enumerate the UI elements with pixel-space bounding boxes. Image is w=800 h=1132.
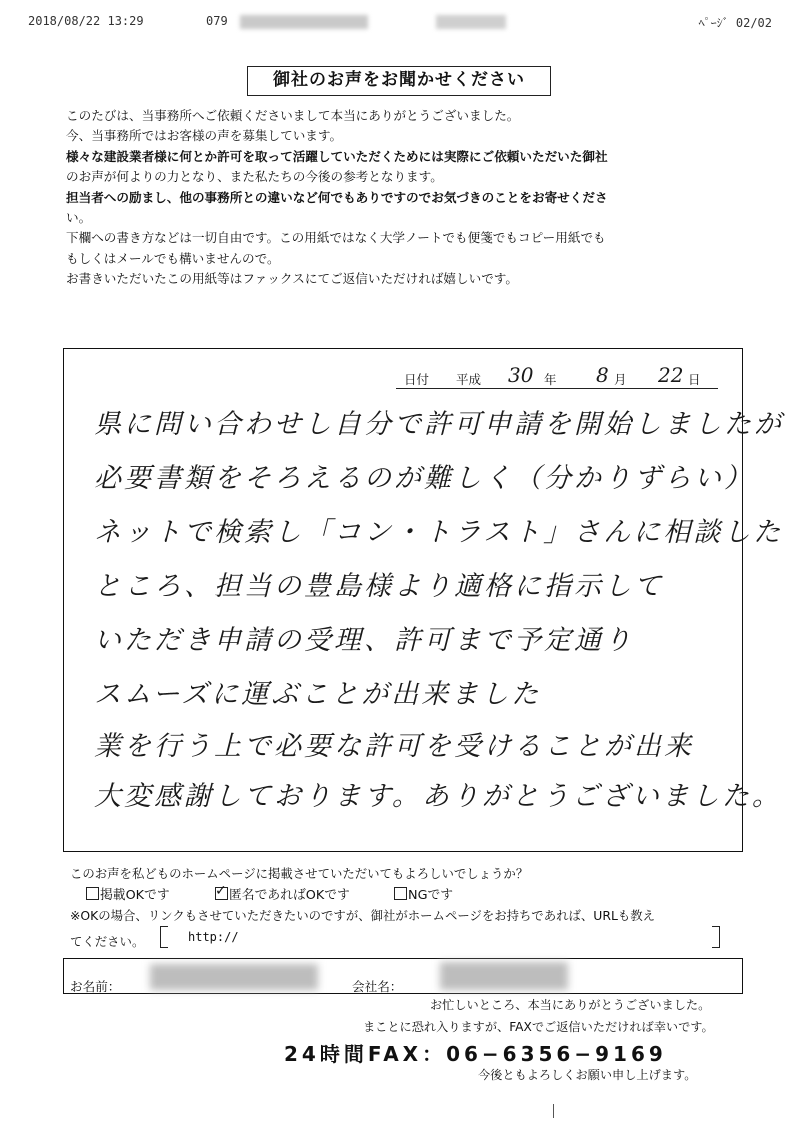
handwritten-line: ところ、担当の豊島様より適格に指示して bbox=[94, 571, 664, 602]
checkbox-icon[interactable] bbox=[394, 887, 407, 900]
era-label: 平成 bbox=[456, 372, 482, 387]
handwritten-line: 大変感謝しております。ありがとうございました。 bbox=[94, 781, 782, 812]
option-ng[interactable] bbox=[394, 884, 453, 903]
month-label: 月 bbox=[614, 372, 627, 387]
redacted-name bbox=[150, 964, 318, 990]
fax-request-line: まことに恐れ入りますが、FAXでご返信いただければ幸いです。 bbox=[363, 1020, 714, 1034]
handwritten-line: ネットで検索し「コン・トラスト」さんに相談した bbox=[94, 517, 784, 548]
scan-mark bbox=[553, 1104, 554, 1118]
redacted-company bbox=[440, 962, 568, 990]
option-label: 掲載OKです bbox=[100, 888, 170, 903]
thanks-line: お忙しいところ、本当にありがとうございました。 bbox=[430, 998, 711, 1012]
company-label: 会社名： bbox=[352, 979, 403, 994]
date-month-handwritten: 8 bbox=[596, 363, 609, 387]
checkbox-icon[interactable] bbox=[86, 887, 99, 900]
closing-line: 今後ともよろしくお願い申し上げます。 bbox=[478, 1068, 697, 1082]
date-year-handwritten: 30 bbox=[508, 363, 534, 387]
year-label: 年 bbox=[544, 372, 557, 387]
fax-number: 24時間FAX：06−6356−9169 bbox=[284, 1042, 667, 1066]
url-bracket-right bbox=[712, 926, 720, 948]
handwritten-line: スムーズに運ぶことが出来ました bbox=[94, 679, 542, 710]
fax-timestamp: 2018/08/22 13:29 bbox=[28, 14, 144, 28]
checked-checkbox-icon[interactable] bbox=[215, 887, 228, 900]
consent-question: このお声を私どものホームページに掲載させていただいてもよろしいでしょうか？ bbox=[70, 866, 529, 881]
handwritten-line: 県に問い合わせし自分で許可申請を開始しましたが bbox=[94, 409, 784, 440]
option-label: NGです bbox=[408, 888, 454, 903]
fax-sender-number: 079 bbox=[206, 14, 228, 28]
day-label: 日 bbox=[688, 372, 701, 387]
link-note: ※OKの場合、リンクもさせていただきたいのですが、御社がホームページをお持ちであれば、URLも教え bbox=[70, 908, 656, 923]
option-label: 匿名であればOKです bbox=[229, 888, 350, 903]
option-anonymous-ok[interactable] bbox=[215, 884, 350, 903]
redacted-sender-number bbox=[240, 15, 368, 29]
intro-line: 今、当事務所ではお客様の声を募集しています。 bbox=[66, 128, 343, 144]
intro-text bbox=[66, 106, 746, 290]
fax-header bbox=[28, 14, 772, 32]
name-label: お名前： bbox=[70, 979, 121, 994]
intro-line: 様々な建設業者様に何とか許可を取って活躍していただくためには実際にご依頼いただいた御社 bbox=[66, 148, 608, 164]
intro-line: お書きいただいたこの用紙等はファックスにてご返信いただければ嬉しいです。 bbox=[66, 271, 518, 287]
handwritten-line: 業を行う上で必要な許可を受けることが出来 bbox=[94, 731, 694, 762]
intro-line: のお声が何よりの力となり、また私たちの今後の参考となります。 bbox=[66, 169, 443, 185]
fax-page-number: ﾍﾟｰｼﾞ 02/02 bbox=[698, 16, 772, 30]
intro-line: 担当者への励まし、他の事務所との違いなど何でもありですのでお気づきのことをお寄せくださ bbox=[66, 189, 608, 205]
date-day-handwritten: 22 bbox=[658, 363, 684, 387]
link-note-cont: てください。 bbox=[70, 934, 145, 949]
redacted-sender-name bbox=[436, 15, 506, 29]
intro-line: 下欄への書き方などは一切自由です。この用紙ではなく大学ノートでも便箋でもコピー用紙でも bbox=[66, 230, 606, 246]
date-label: 日付 bbox=[404, 372, 430, 387]
form-title: 御社のお声をお聞かせください bbox=[247, 66, 551, 96]
handwritten-line: 必要書類をそろえるのが難しく（分かりずらい） bbox=[94, 463, 754, 494]
url-bracket-left bbox=[160, 926, 168, 948]
intro-line: このたびは、当事務所へご依頼くださいまして本当にありがとうございました。 bbox=[66, 108, 520, 123]
date-row bbox=[396, 363, 718, 389]
intro-line: い。 bbox=[66, 210, 92, 226]
intro-line: もしくはメールでも構いませんので。 bbox=[66, 250, 280, 266]
option-publish-ok[interactable] bbox=[86, 884, 170, 903]
handwritten-line: いただき申請の受理、許可まで予定通り bbox=[94, 625, 634, 656]
url-field[interactable]: http:// bbox=[188, 930, 239, 944]
